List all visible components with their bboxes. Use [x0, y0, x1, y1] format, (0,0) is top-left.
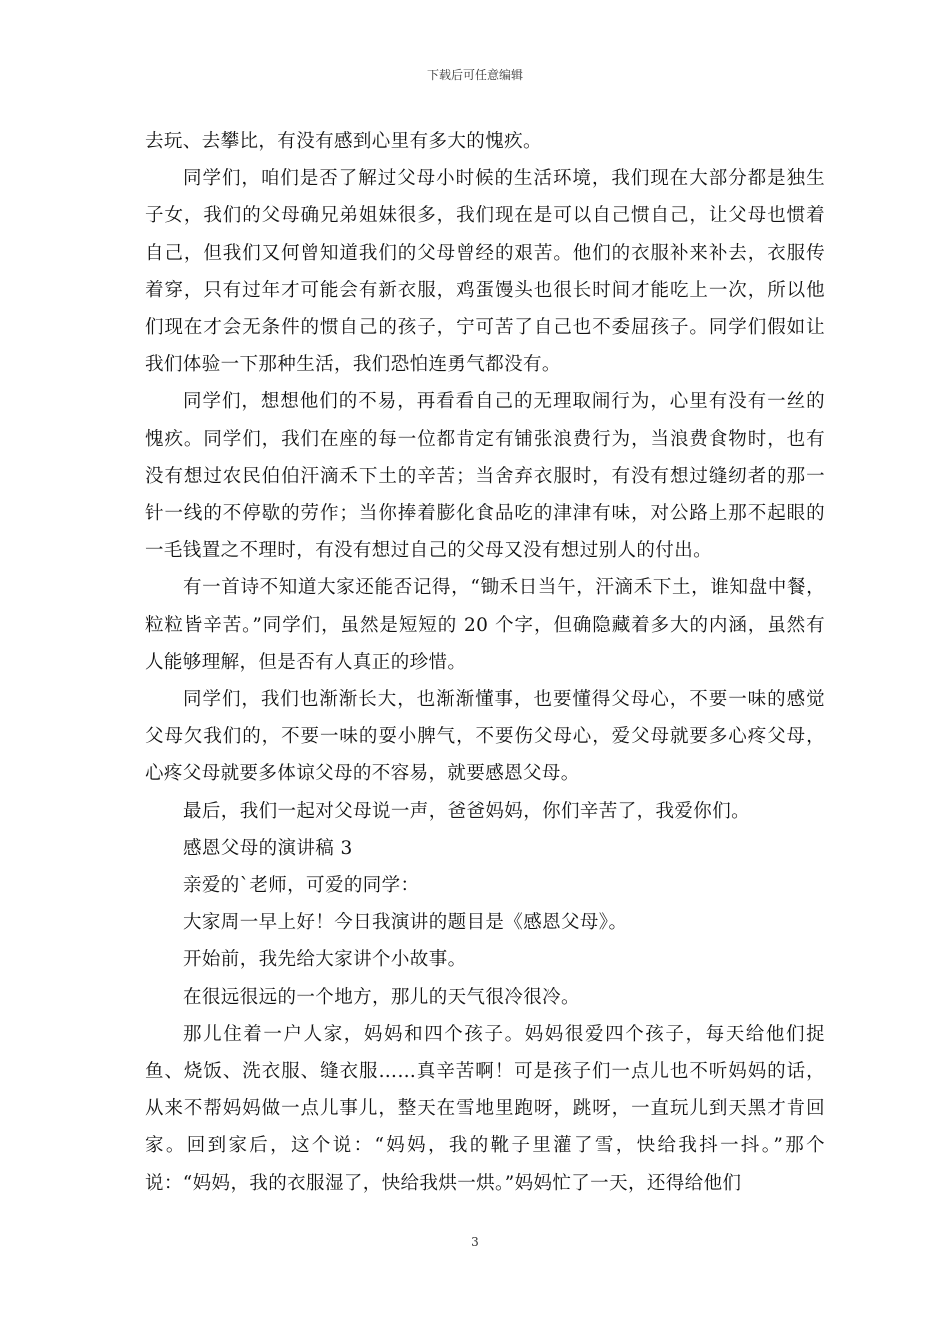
paragraph: 同学们，想想他们的不易，再看看自己的无理取闹行为，心里有没有一丝的愧疚。同学们，我们在座的每一位都肯定有铺张浪费行为，当浪费食物时，也有没有想过农民伯伯汗滴禾下土的辛苦；当舍弃衣服时，有没有想过缝纫者的那一针一线的不停歇的劳作；当你捧着膨化食品吃的津津有味，对公路上那不起眼的一毛钱置之不理时，有没有想过自己的父母又没有想过别人的付出。	[145, 391, 825, 562]
page-header: 下载后可任意编辑	[426, 68, 523, 82]
paragraph: 同学们，咱们是否了解过父母小时候的生活环境，我们现在大部分都是独生子女，我们的父母确兄弟姐妹很多，我们现在是可以自己惯自己，让父母也惯着自己，但我们又何曾知道我们的父母曾经的艰苦。他们的衣服补来补去，衣服传着穿，只有过年才可能会有新衣服，鸡蛋馒头也很长时间才能吃上一次，所以他们现在才会无条件的惯自己的孩子，宁可苦了自己也不委屈孩子。同学们假如让我们体验一下那种生活，我们恐怕连勇气都没有。	[145, 168, 825, 376]
document-body	[145, 123, 825, 1202]
paragraph: 那儿住着一户人家，妈妈和四个孩子。妈妈很爱四个孩子，每天给他们捉鱼、烧饭、洗衣服、缝衣服……真辛苦啊！可是孩子们一点儿也不听妈妈的话，从来不帮妈妈做一点儿事儿，整天在雪地里跑呀，跳呀，一直玩儿到天黑才肯回家。回到家后，这个说：“妈妈，我的靴子里灌了雪，快给我抖一抖。”那个说：“妈妈，我的衣服湿了，快给我烘一烘。”妈妈忙了一天，还得给他们	[145, 1023, 825, 1194]
paragraph: 开始前，我先给大家讲个小故事。	[183, 949, 467, 971]
paragraph: 有一首诗不知道大家还能否记得，“锄禾日当午，汗滴禾下土，谁知盘中餐，粒粒皆辛苦。”同学们，虽然是短短的 20 个字，但确隐藏着多大的内涵，虽然有人能够理解，但是否有人真正的珍惜。	[145, 577, 825, 673]
paragraph: 在很远很远的一个地方，那儿的天气很冷很冷。	[183, 986, 580, 1008]
paragraph: 大家周一早上好！今日我演讲的题目是《感恩父母》。	[183, 912, 628, 934]
section-heading: 感恩父母的演讲稿 3	[183, 837, 353, 859]
paragraph: 去玩、去攀比，有没有感到心里有多大的愧疚。	[145, 131, 542, 152]
paragraph: 最后，我们一起对父母说一声，爸爸妈妈，你们辛苦了，我爱你们。	[183, 800, 751, 822]
paragraph: 同学们，我们也渐渐长大，也渐渐懂事，也要懂得父母心，不要一味的感觉父母欠我们的，不要一味的耍小脾气，不要伤父母心，爱父母就要多心疼父母，心疼父母就要多体谅父母的不容易，就要感恩父母。	[145, 689, 825, 785]
salutation: 亲爱的`老师，可爱的同学：	[183, 875, 420, 897]
page-number: 3	[471, 1235, 479, 1249]
